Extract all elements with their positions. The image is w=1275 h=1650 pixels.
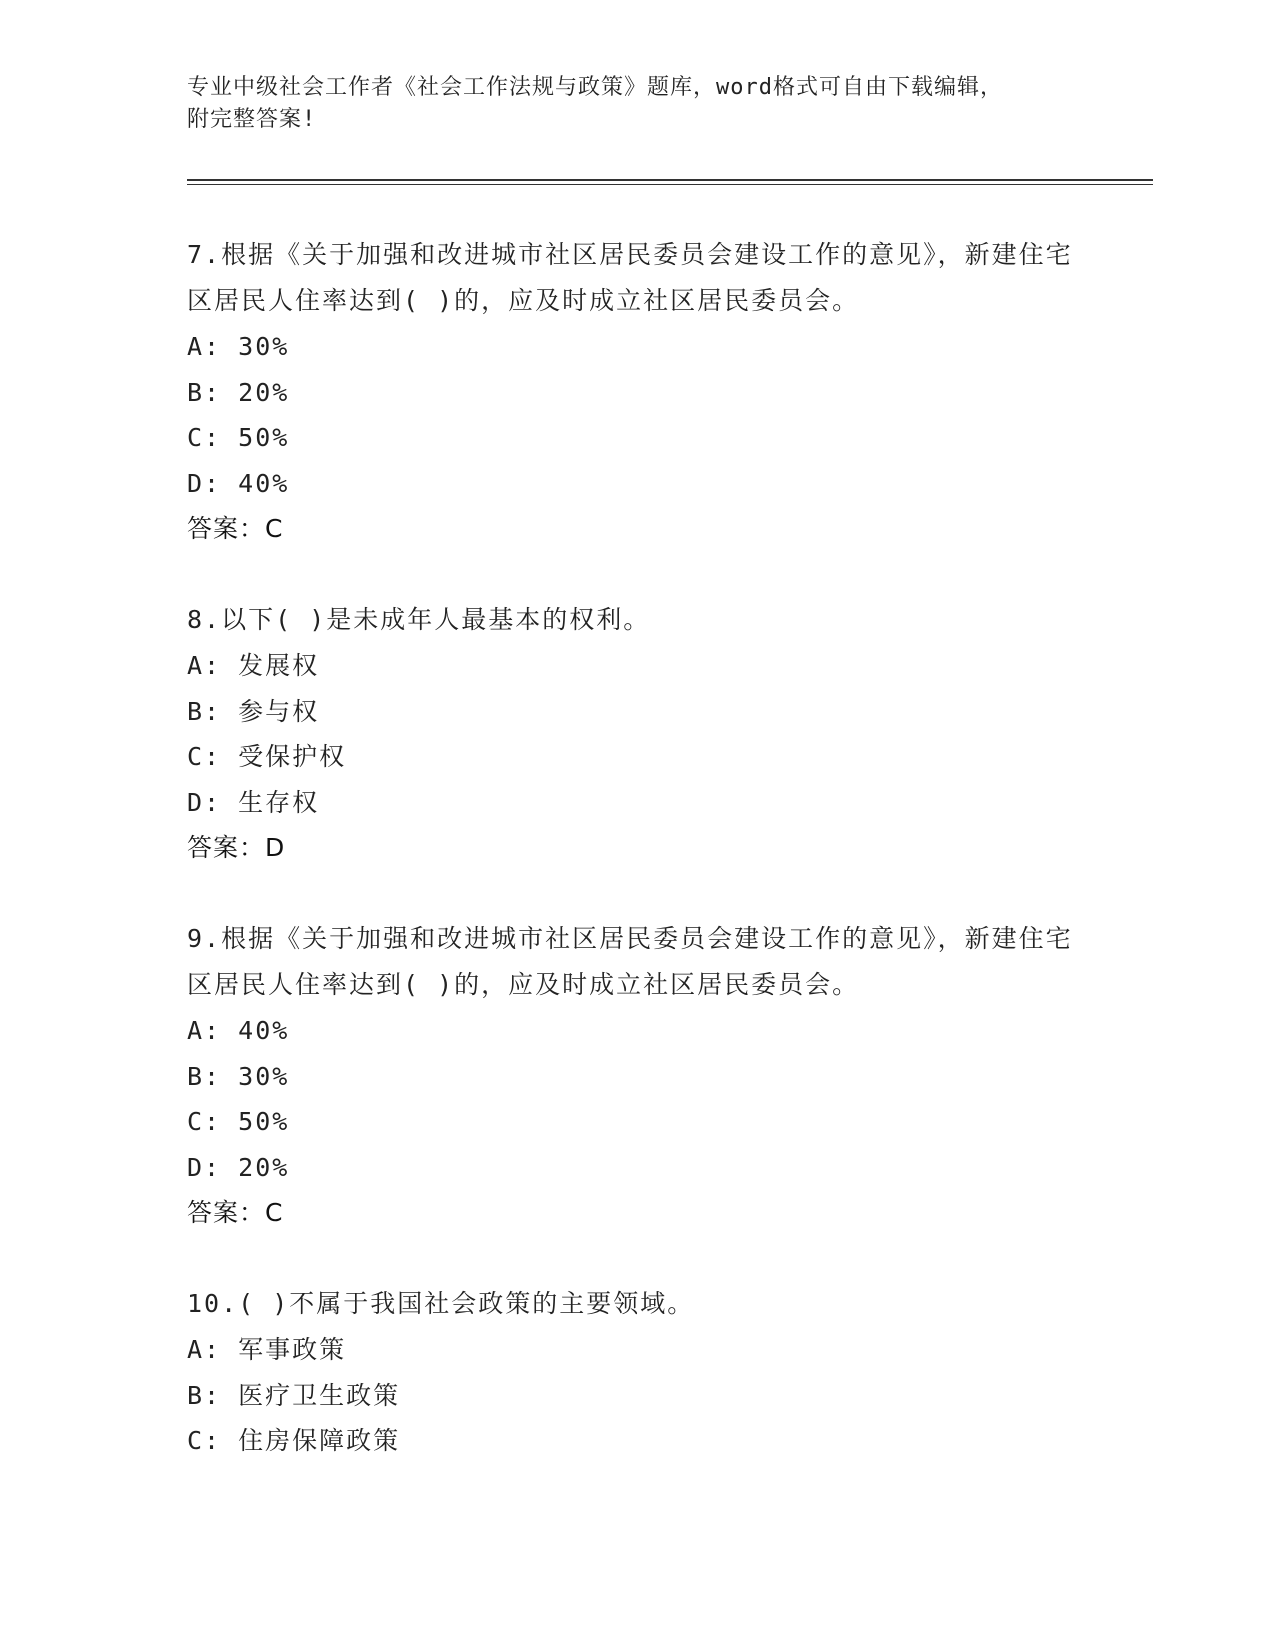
- question-text: 7.根据《关于加强和改进城市社区居民委员会建设工作的意见》，新建住宅区居民人住率达到( )的，应及时成立社区居民委员会。: [187, 240, 1073, 315]
- header-line-1: 专业中级社会工作者《社会工作法规与政策》题库，word格式可自由下载编辑，: [187, 75, 1003, 100]
- question-list: [187, 232, 1087, 1509]
- option-d: D: 20%: [187, 1152, 290, 1182]
- document-header: [187, 72, 1087, 136]
- question-8: [187, 597, 1087, 871]
- header-divider-thin: [187, 184, 1153, 185]
- option-b: B: 参与权: [187, 696, 320, 726]
- question-9: [187, 916, 1087, 1236]
- option-a: A: 发展权: [187, 651, 320, 680]
- question-text: 9.根据《关于加强和改进城市社区居民委员会建设工作的意见》，新建住宅区居民人住率达到( )的，应及时成立社区居民委员会。: [187, 924, 1073, 999]
- option-c: C: 50%: [187, 1107, 290, 1136]
- question-text: 10.( )不属于我国社会政策的主要领域。: [187, 1289, 695, 1318]
- option-a: A: 军事政策: [187, 1335, 347, 1364]
- option-b: B: 医疗卫生政策: [187, 1380, 401, 1410]
- option-b: B: 20%: [187, 377, 290, 407]
- answer-line: 答案：C: [187, 1198, 284, 1227]
- option-c: C: 住房保障政策: [187, 1426, 401, 1455]
- question-7: [187, 232, 1087, 552]
- option-d: D: 40%: [187, 468, 290, 498]
- option-c: C: 50%: [187, 423, 290, 452]
- header-divider-thick: [187, 179, 1153, 181]
- option-a: A: 30%: [187, 332, 290, 361]
- option-b: B: 30%: [187, 1061, 290, 1091]
- question-text: 8.以下( )是未成年人最基本的权利。: [187, 605, 651, 634]
- option-a: A: 40%: [187, 1016, 290, 1045]
- answer-line: 答案：D: [187, 833, 286, 862]
- option-c: C: 受保护权: [187, 742, 347, 771]
- answer-line: 答案：C: [187, 514, 284, 543]
- question-10: [187, 1281, 1087, 1464]
- header-line-2: 附完整答案!: [187, 107, 317, 132]
- option-d: D: 生存权: [187, 787, 320, 817]
